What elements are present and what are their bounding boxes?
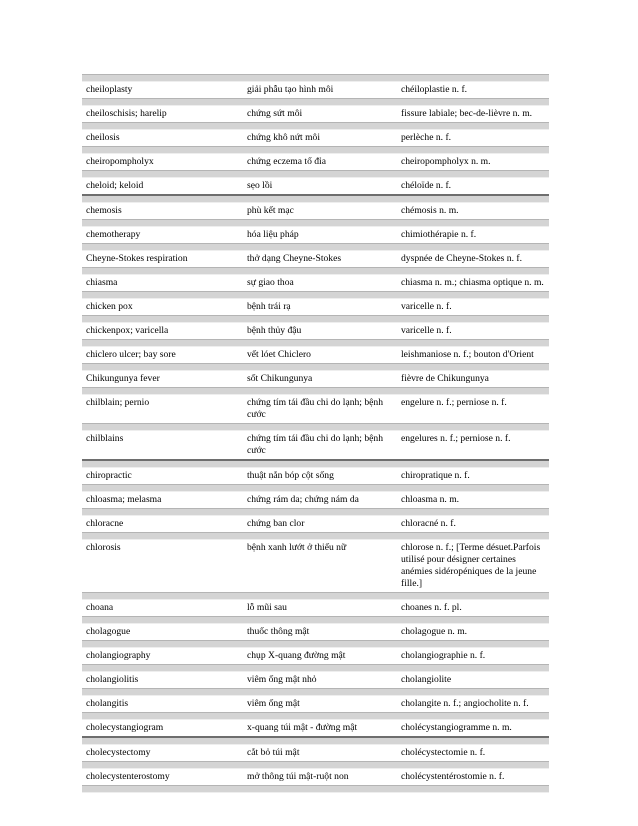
row-separator bbox=[82, 712, 549, 720]
table-row bbox=[82, 745, 549, 761]
french-term: leishmaniose n. f.; bouton d'Orient bbox=[401, 349, 534, 360]
row-separator bbox=[82, 98, 549, 106]
vietnamese-term: sự giao thoa bbox=[247, 277, 294, 288]
vietnamese-term: giải phẫu tạo hình môi bbox=[247, 84, 334, 95]
table-row bbox=[82, 299, 549, 315]
french-term: chiropratique n. f. bbox=[401, 470, 470, 481]
vietnamese-term: phù kết mạc bbox=[247, 205, 294, 216]
table-row bbox=[82, 648, 549, 664]
vietnamese-term: cắt bỏ túi mật bbox=[247, 747, 300, 758]
english-term: cheiropompholyx bbox=[86, 156, 154, 167]
english-term: chiropractic bbox=[86, 470, 132, 481]
french-term: engelure n. f.; perniose n. f. bbox=[401, 397, 507, 408]
table-row bbox=[82, 468, 549, 484]
vietnamese-term: thở dạng Cheyne-Stokes bbox=[247, 253, 342, 264]
table-row bbox=[82, 203, 549, 219]
row-separator bbox=[82, 423, 549, 431]
english-term: cheiloplasty bbox=[86, 84, 133, 95]
row-separator bbox=[82, 484, 549, 492]
table-row bbox=[82, 251, 549, 267]
french-term: chimiothérapie n. f. bbox=[401, 229, 477, 240]
vietnamese-term: sẹo lồi bbox=[247, 180, 273, 191]
english-term: chilblains bbox=[86, 433, 124, 444]
french-term: cholécystangiogramme n. m. bbox=[401, 722, 512, 733]
row-separator bbox=[82, 640, 549, 648]
row-separator bbox=[82, 243, 549, 251]
row-separator bbox=[82, 74, 549, 82]
vietnamese-term: chứng tím tái đầu chi do lạnh; bệnh cước bbox=[247, 433, 384, 456]
table-row bbox=[82, 624, 549, 640]
vietnamese-term: thuật nắn bóp cột sống bbox=[247, 470, 334, 481]
vietnamese-term: bệnh trái rạ bbox=[247, 301, 291, 312]
english-term: chlorosis bbox=[86, 542, 121, 553]
row-separator bbox=[82, 315, 549, 323]
english-term: chicken pox bbox=[86, 301, 133, 312]
french-term: cholagogue n. m. bbox=[401, 626, 468, 637]
english-term: Chikungunya fever bbox=[86, 373, 160, 384]
table-row bbox=[82, 720, 549, 736]
table-row bbox=[82, 347, 549, 363]
english-term: cheilosis bbox=[86, 132, 120, 143]
vietnamese-term: x-quang túi mật - đường mật bbox=[247, 722, 358, 733]
row-separator bbox=[82, 291, 549, 299]
vietnamese-term: viêm ống mật nhỏ bbox=[247, 674, 317, 685]
table-row bbox=[82, 227, 549, 243]
vietnamese-term: chứng ban clor bbox=[247, 518, 305, 529]
vietnamese-term: hóa liệu pháp bbox=[247, 229, 299, 240]
english-term: chemosis bbox=[86, 205, 122, 216]
english-term: cholecystangiogram bbox=[86, 722, 164, 733]
vietnamese-term: chứng tím tái đầu chi do lạnh; bệnh cước bbox=[247, 397, 384, 420]
row-separator bbox=[82, 761, 549, 769]
english-term: chilblain; pernio bbox=[86, 397, 150, 408]
table-row bbox=[82, 154, 549, 170]
english-term: cheiloschisis; harelip bbox=[86, 108, 167, 119]
vietnamese-term: chứng sứt môi bbox=[247, 108, 303, 119]
english-term: chiasma bbox=[86, 277, 118, 288]
table-row bbox=[82, 82, 549, 98]
table-row bbox=[82, 540, 549, 592]
english-term: cheloid; keloid bbox=[86, 180, 144, 191]
vietnamese-term: lỗ mũi sau bbox=[247, 602, 287, 613]
english-term: Cheyne-Stokes respiration bbox=[86, 253, 188, 264]
english-term: choana bbox=[86, 602, 114, 613]
table-row bbox=[82, 371, 549, 387]
english-term: chloasma; melasma bbox=[86, 494, 162, 505]
vietnamese-term: vết lóet Chiclero bbox=[247, 349, 311, 360]
french-term: chloasma n. m. bbox=[401, 494, 460, 505]
row-separator bbox=[82, 339, 549, 347]
vietnamese-term: chứng khô nứt môi bbox=[247, 132, 321, 143]
row-separator bbox=[82, 532, 549, 540]
french-term: cheiropompholyx n. m. bbox=[401, 156, 491, 167]
table-row bbox=[82, 696, 549, 712]
french-term: choanes n. f. pl. bbox=[401, 602, 462, 613]
french-term: chéloïde n. f. bbox=[401, 180, 452, 191]
vietnamese-term: chứng rám da; chứng nám da bbox=[247, 494, 359, 505]
vietnamese-term: bệnh xanh lướt ở thiếu nữ bbox=[247, 542, 347, 553]
row-separator bbox=[82, 363, 549, 371]
row-separator bbox=[82, 616, 549, 624]
table-row bbox=[82, 672, 549, 688]
row-separator bbox=[82, 170, 549, 178]
row-separator bbox=[82, 592, 549, 600]
row-separator bbox=[82, 219, 549, 227]
vietnamese-term: thuốc thông mật bbox=[247, 626, 310, 637]
french-term: chloracné n. f. bbox=[401, 518, 456, 529]
row-separator bbox=[82, 688, 549, 696]
table-row bbox=[82, 492, 549, 508]
french-term: cholécystentérostomie n. f. bbox=[401, 771, 505, 782]
table-row bbox=[82, 106, 549, 122]
french-term: fièvre de Chikungunya bbox=[401, 373, 489, 384]
table-row bbox=[82, 178, 549, 194]
glossary-table bbox=[82, 74, 549, 793]
row-separator bbox=[82, 122, 549, 130]
english-term: cholangiography bbox=[86, 650, 151, 661]
french-term: varicelle n. f. bbox=[401, 301, 452, 312]
vietnamese-term: viêm ống mật bbox=[247, 698, 300, 709]
row-separator bbox=[82, 194, 549, 203]
french-term: cholécystectomie n. f. bbox=[401, 747, 486, 758]
table-row bbox=[82, 600, 549, 616]
english-term: cholangitis bbox=[86, 698, 129, 709]
table-row bbox=[82, 395, 549, 423]
table-row bbox=[82, 275, 549, 291]
table-row bbox=[82, 431, 549, 459]
row-separator bbox=[82, 736, 549, 745]
row-separator bbox=[82, 785, 549, 793]
row-separator bbox=[82, 459, 549, 468]
table-row bbox=[82, 323, 549, 339]
french-term: cholangiolite bbox=[401, 674, 452, 685]
vietnamese-term: chụp X-quang đường mật bbox=[247, 650, 346, 661]
row-separator bbox=[82, 508, 549, 516]
english-term: chloracne bbox=[86, 518, 124, 529]
english-term: chiclero ulcer; bay sore bbox=[86, 349, 176, 360]
english-term: cholecystectomy bbox=[86, 747, 151, 758]
english-term: chemotherapy bbox=[86, 229, 141, 240]
english-term: cholangiolitis bbox=[86, 674, 139, 685]
vietnamese-term: mở thông túi mật-ruột non bbox=[247, 771, 349, 782]
english-term: cholecystenterostomy bbox=[86, 771, 170, 782]
row-separator bbox=[82, 387, 549, 395]
vietnamese-term: sốt Chikungunya bbox=[247, 373, 313, 384]
row-separator bbox=[82, 267, 549, 275]
french-term: varicelle n. f. bbox=[401, 325, 452, 336]
french-term: cholangite n. f.; angiocholite n. f. bbox=[401, 698, 529, 709]
french-term: chlorose n. f.; [Terme désuet.Parfois utilisé pour désigner certaines anémies sidéropéniques de la jeune fille.] bbox=[401, 542, 541, 589]
table-row bbox=[82, 130, 549, 146]
english-term: cholagogue bbox=[86, 626, 131, 637]
french-term: dyspnée de Cheyne-Stokes n. f. bbox=[401, 253, 522, 264]
english-term: chickenpox; varicella bbox=[86, 325, 169, 336]
french-term: fissure labiale; bec-de-lièvre n. m. bbox=[401, 108, 533, 119]
french-term: engelures n. f.; perniose n. f. bbox=[401, 433, 511, 444]
table-row bbox=[82, 769, 549, 785]
french-term: perlèche n. f. bbox=[401, 132, 452, 143]
vietnamese-term: chứng eczema tổ đỉa bbox=[247, 156, 326, 167]
french-term: chémosis n. m. bbox=[401, 205, 459, 216]
french-term: chéiloplastie n. f. bbox=[401, 84, 468, 95]
french-term: cholangiographie n. f. bbox=[401, 650, 486, 661]
row-separator bbox=[82, 664, 549, 672]
french-term: chiasma n. m.; chiasma optique n. m. bbox=[401, 277, 544, 288]
table-row bbox=[82, 516, 549, 532]
vietnamese-term: bệnh thủy đậu bbox=[247, 325, 302, 336]
row-separator bbox=[82, 146, 549, 154]
